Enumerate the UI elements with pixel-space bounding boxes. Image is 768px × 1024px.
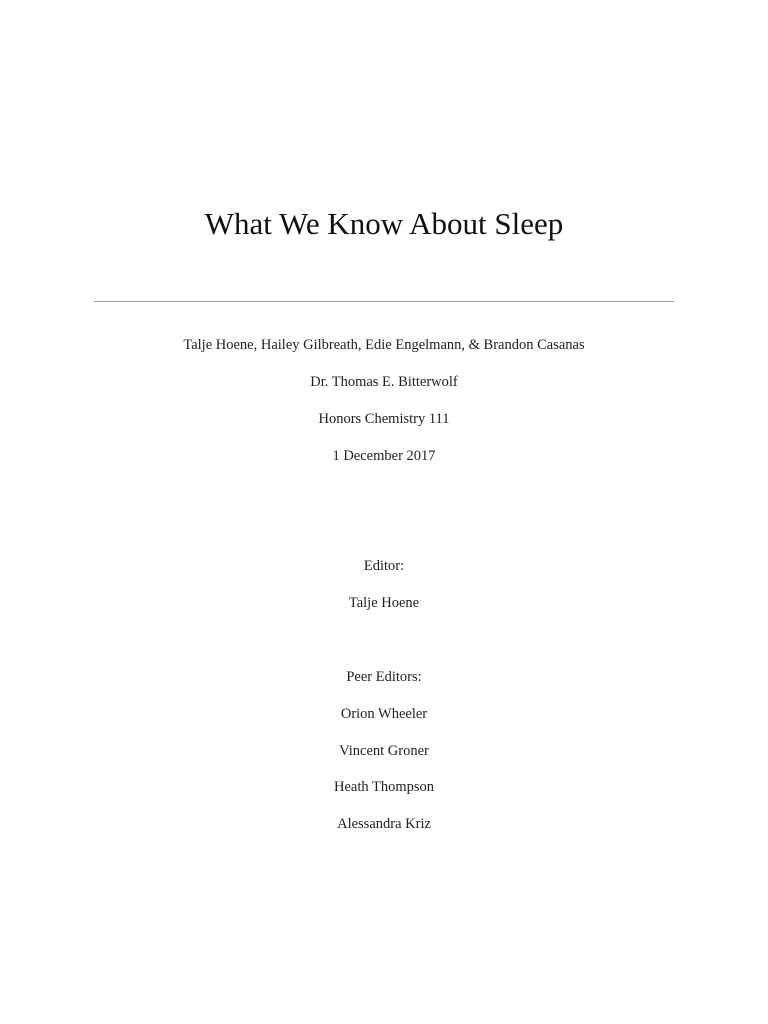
peer-editors-label: Peer Editors:	[346, 669, 422, 685]
peer-editor-name: Orion Wheeler	[340, 706, 428, 722]
document-date: 1 December 2017	[332, 448, 436, 464]
editor-label: Editor:	[363, 558, 405, 574]
document-title: What We Know About Sleep	[204, 206, 564, 241]
editor-name: Talje Hoene	[348, 595, 420, 611]
peer-editor-name: Vincent Groner	[339, 743, 429, 759]
course-name: Honors Chemistry 111	[318, 411, 450, 427]
peer-editor-name: Heath Thompson	[333, 779, 434, 795]
peer-editor-name: Alessandra Kriz	[337, 816, 431, 832]
horizontal-rule	[94, 301, 674, 302]
instructor-name: Dr. Thomas E. Bitterwolf	[310, 374, 458, 390]
author-list: Talje Hoene, Hailey Gilbreath, Edie Engelmann, & Brandon Casanas	[183, 337, 585, 353]
